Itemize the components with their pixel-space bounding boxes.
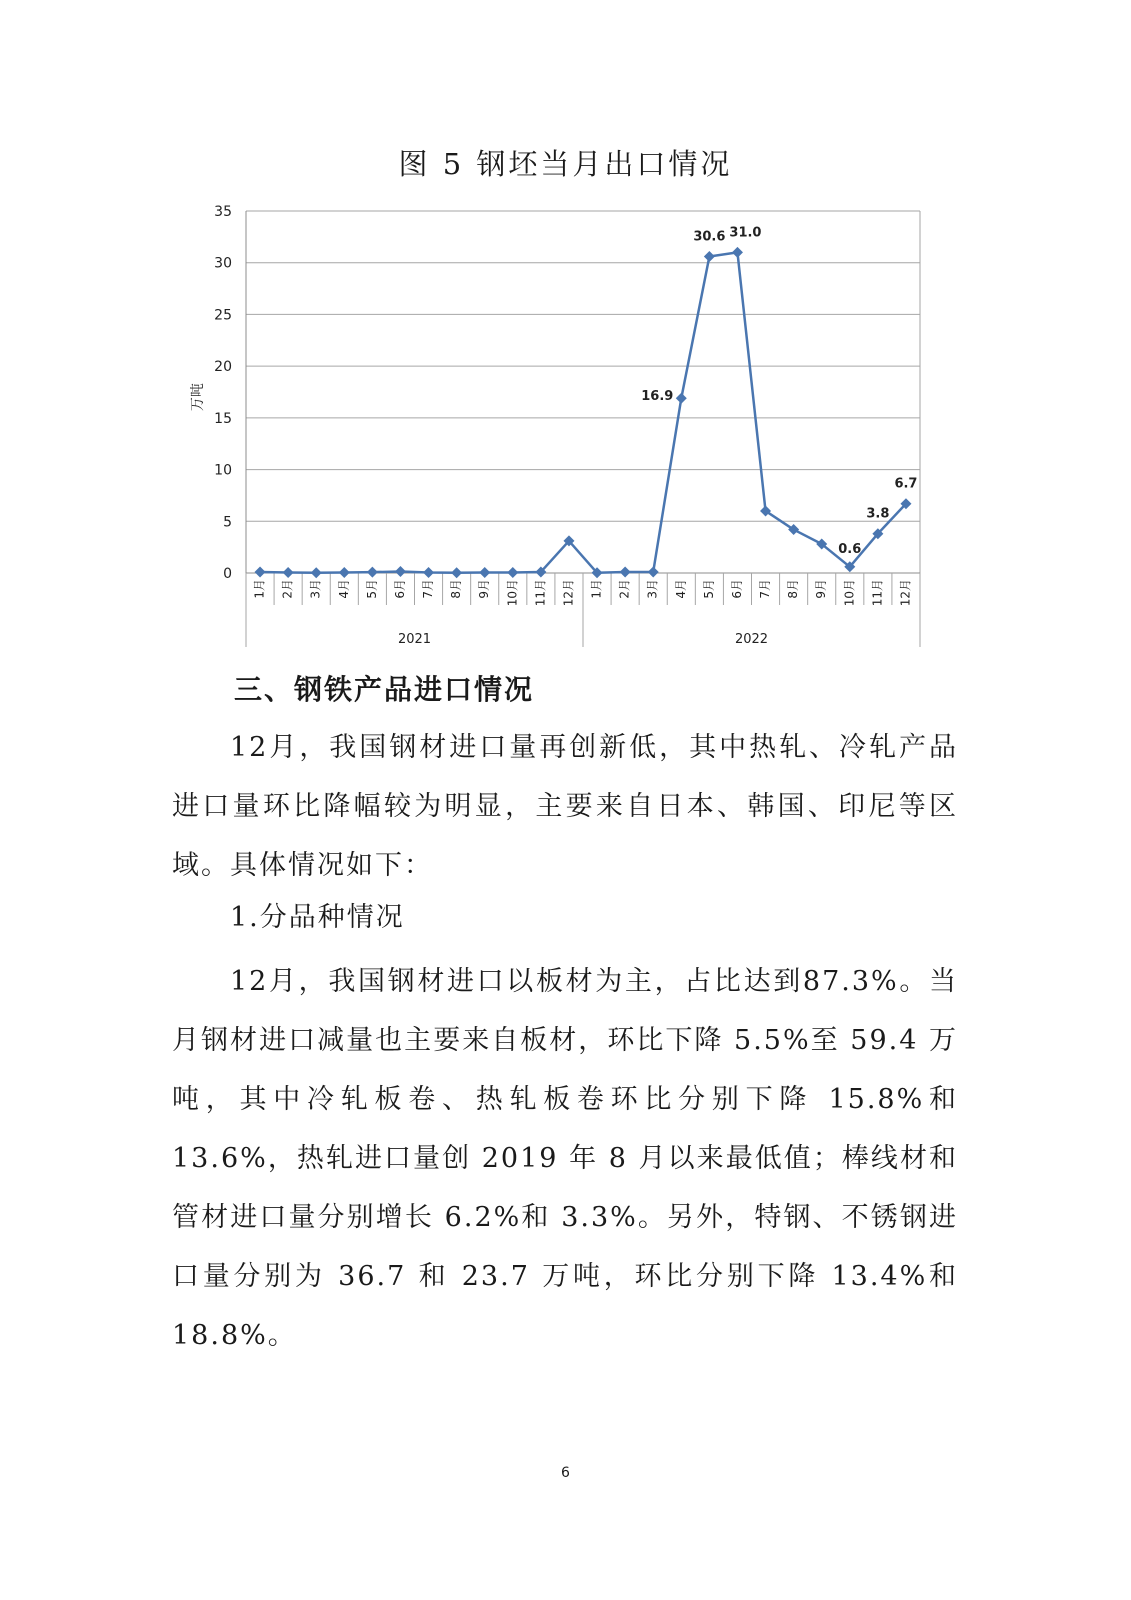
x-tick-label: 8月 (449, 579, 464, 599)
x-tick-label: 3月 (645, 579, 660, 599)
paragraph-1: 12月，我国钢材进口量再创新低，其中热轧、冷轧产品进口量环比降幅较为明显，主要来自日本、韩国、印尼等区域。具体情况如下： (172, 732, 958, 881)
x-tick-label: 2月 (617, 579, 632, 599)
sub-heading: 1.分品种情况 (230, 902, 405, 933)
chart-title: 图 5 钢坯当月出口情况 (398, 147, 733, 181)
y-tick-label: 25 (214, 307, 232, 324)
x-tick-label: 1月 (589, 579, 604, 599)
x-tick-label: 5月 (364, 579, 379, 599)
data-label: 16.9 (641, 389, 674, 405)
y-tick-label: 0 (223, 566, 232, 582)
series-line (260, 252, 906, 572)
y-tick-label: 20 (214, 359, 232, 376)
y-tick-label: 10 (214, 462, 232, 479)
y-tick-label: 35 (214, 204, 232, 220)
x-tick-label: 6月 (729, 579, 744, 599)
paragraph-2: 12月，我国钢材进口以板材为主，占比达到87.3%。当月钢材进口减量也主要来自板材，环比下降 5.5%至 59.4 万吨，其中冷轧板卷、热轧板卷环比分别下降 15.8%和 13.6%，热轧进口量创 2019 年 8 月以来最低值；棒线材和管材进口量分别增长 6.2%和 3.3%。另外，特钢、不锈钢进口量分别为 36.7 和 23.7 万吨，环比分别下降 13.4%和 18.8%。 (172, 966, 958, 1351)
page-number: 6 (561, 1465, 570, 1481)
x-tick-label: 5月 (701, 579, 716, 599)
x-tick-label: 9月 (814, 579, 829, 599)
x-tick-label: 6月 (392, 579, 407, 599)
y-tick-label: 15 (214, 410, 232, 427)
x-tick-label: 9月 (477, 579, 492, 599)
year-label: 2021 (397, 632, 432, 647)
x-tick-label: 12月 (898, 579, 913, 607)
data-label: 6.7 (894, 476, 918, 492)
x-tick-label: 1月 (252, 579, 267, 599)
x-tick-label: 4月 (673, 579, 688, 599)
data-label: 0.6 (838, 541, 862, 557)
x-tick-label: 11月 (870, 579, 885, 607)
data-point (311, 567, 322, 578)
data-label: 30.6 (693, 229, 726, 245)
data-point (423, 567, 434, 578)
steel-billet-export-chart (180, 200, 940, 660)
data-point (451, 567, 462, 578)
data-point (507, 567, 518, 578)
x-tick-label: 2月 (280, 579, 295, 599)
data-point (283, 567, 294, 578)
section-heading: 三、钢铁产品进口情况 (234, 673, 535, 706)
x-tick-label: 7月 (421, 579, 436, 599)
y-axis-title: 万吨 (190, 383, 206, 412)
y-tick-label: 30 (214, 255, 232, 272)
data-point (395, 566, 406, 577)
data-point (648, 566, 659, 577)
x-tick-label: 10月 (505, 579, 520, 607)
data-point (732, 247, 743, 258)
data-point (676, 393, 687, 404)
data-label: 31.0 (729, 225, 762, 241)
y-tick-label: 5 (223, 514, 232, 531)
x-tick-label: 4月 (336, 579, 351, 599)
x-tick-label: 7月 (758, 579, 773, 599)
data-point (367, 567, 378, 578)
data-point (620, 566, 631, 577)
year-label: 2022 (734, 632, 769, 647)
x-tick-label: 12月 (561, 579, 576, 607)
data-point (255, 566, 266, 577)
x-tick-label: 3月 (308, 579, 323, 599)
data-label: 3.8 (866, 506, 890, 522)
x-tick-label: 8月 (786, 579, 801, 599)
x-tick-label: 11月 (533, 579, 548, 607)
data-point (339, 567, 350, 578)
x-tick-label: 10月 (842, 579, 857, 607)
data-point (479, 567, 490, 578)
data-point (704, 251, 715, 262)
